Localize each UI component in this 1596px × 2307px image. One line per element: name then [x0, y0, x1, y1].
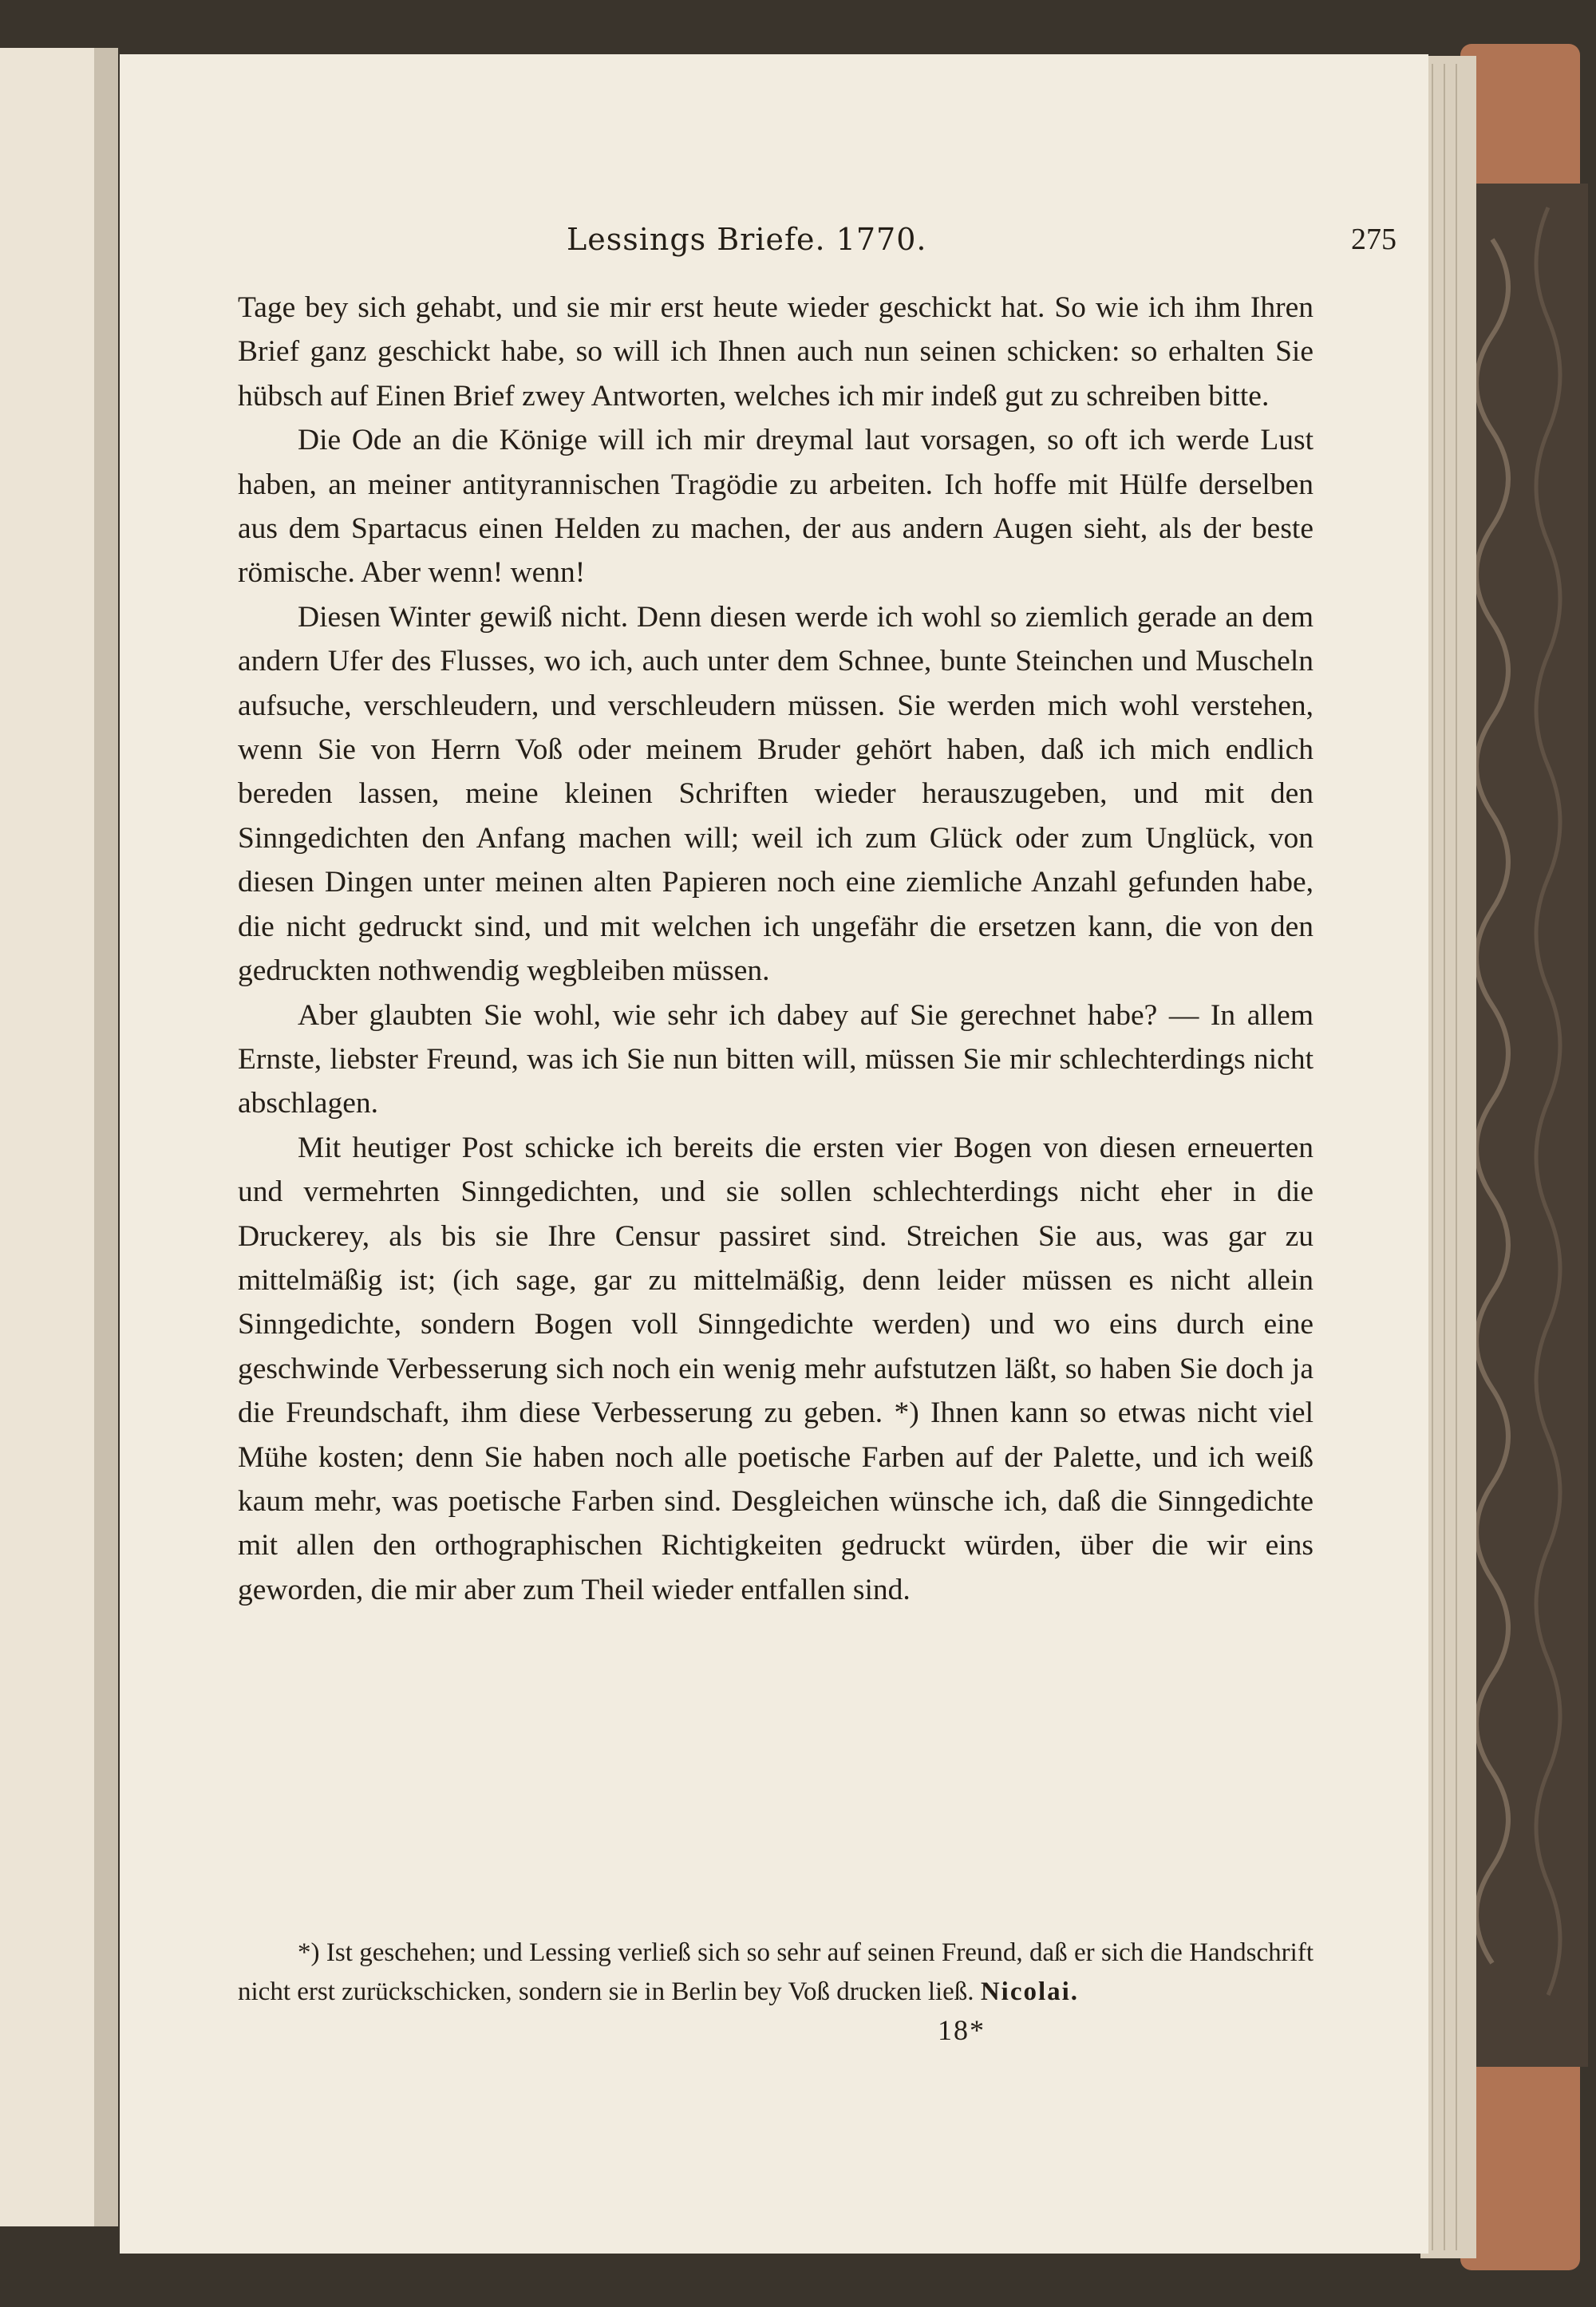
footnote-body: *) Ist geschehen; und Lessing verließ sich so sehr auf seinen Freund, daß er sich die Handschrift nicht erst zurückschicken, sondern sie in Berlin bey Voß drucken ließ.	[238, 1938, 1314, 2006]
running-head-title: Lessings Briefe. 1770.	[567, 222, 927, 257]
running-head	[120, 222, 1428, 270]
gutter-shadow	[94, 48, 118, 2226]
footnote-signature: Nicolai.	[980, 1977, 1080, 2006]
footnote-text	[238, 1934, 1314, 2012]
paragraph: Die Ode an die Könige will ich mir dreymal laut vorsagen, so oft ich werde Lust haben, an meiner antityrannischen Tragödie zu arbeiten. Ich hoffe mit Hülfe derselben aus dem Spartacus einen Helden zu machen, der aus andern Augen sieht, als der beste römische. Aber wenn! wenn!	[238, 424, 1314, 590]
page-number: 275	[1351, 223, 1396, 256]
page-text	[120, 54, 1428, 2254]
left-page	[0, 48, 104, 2226]
paragraph: Tage bey sich gehabt, und sie mir erst heute wieder geschickt hat. So wie ich ihm Ihren Brief ganz geschickt habe, so will ich Ihnen auch nun seinen schicken: so erhalten Sie hübsch auf Einen Brief zwey Antworten, welches ich mir indeß gut zu schreiben bitte.	[238, 291, 1314, 413]
page-block-edges	[1420, 56, 1476, 2258]
paragraph: Aber glaubten Sie wohl, wie sehr ich dabey auf Sie gerechnet habe? — In allem Ernste, liebster Freund, was ich Sie nun bitten will, müssen Sie mir schlechterdings nicht abschlagen.	[238, 998, 1314, 1120]
paragraph: Diesen Winter gewiß nicht. Denn diesen werde ich wohl so ziemlich gerade an dem andern Ufer des Flusses, wo ich, auch unter dem Schnee, bunte Steinchen und Muscheln aufsuche, verschleudern, und verschleudern müssen. Sie werden mich wohl verstehen, wenn Sie von Herrn Voß oder meinem Bruder gehört haben, daß ich mich endlich bereden lassen, meine kleinen Schriften wieder herauszugeben, und mit den Sinngedichten den Anfang machen will; weil ich zum Glück oder zum Unglück, von diesen Dingen unter meinen alten Papieren noch eine ziemliche Anzahl gefunden habe, die nicht gedruckt sind, und mit welchen ich ungefähr die ersetzen kann, die von den gedruckten nothwendig wegbleiben müssen.	[238, 600, 1314, 988]
footnote	[238, 1934, 1314, 2012]
letter-body	[238, 286, 1314, 1612]
marbled-cover	[1476, 184, 1588, 2067]
signature-mark: 18*	[938, 2014, 986, 2046]
paragraph: Mit heutiger Post schicke ich bereits die ersten vier Bogen von diesen erneuerten und vermehrten Sinngedichten, und sie sollen schlechterdings nicht eher in die Druckerey, als bis sie Ihre Censur passiret sind. Streichen Sie aus, was gar zu mittelmäßig ist; (ich sage, gar zu mittelmäßig, denn leider müssen es nicht allein Sinngedichte, sondern Bogen voll Sinngedichte werden) und wo eins durch eine geschwinde Verbesserung sich noch ein wenig mehr aufstutzen läßt, so haben Sie doch ja die Freundschaft, ihm diese Verbesserung zu geben. *) Ihnen kann so etwas nicht viel Mühe kosten; denn Sie haben noch alle poetische Farben auf der Palette, und ich weiß kaum mehr, was poetische Farben sind. Desgleichen wünsche ich, daß die Sinngedichte mit allen den orthographischen Richtigkeiten gedruckt würden, über die wir eins geworden, die mir aber zum Theil wieder entfallen sind.	[238, 1131, 1314, 1606]
